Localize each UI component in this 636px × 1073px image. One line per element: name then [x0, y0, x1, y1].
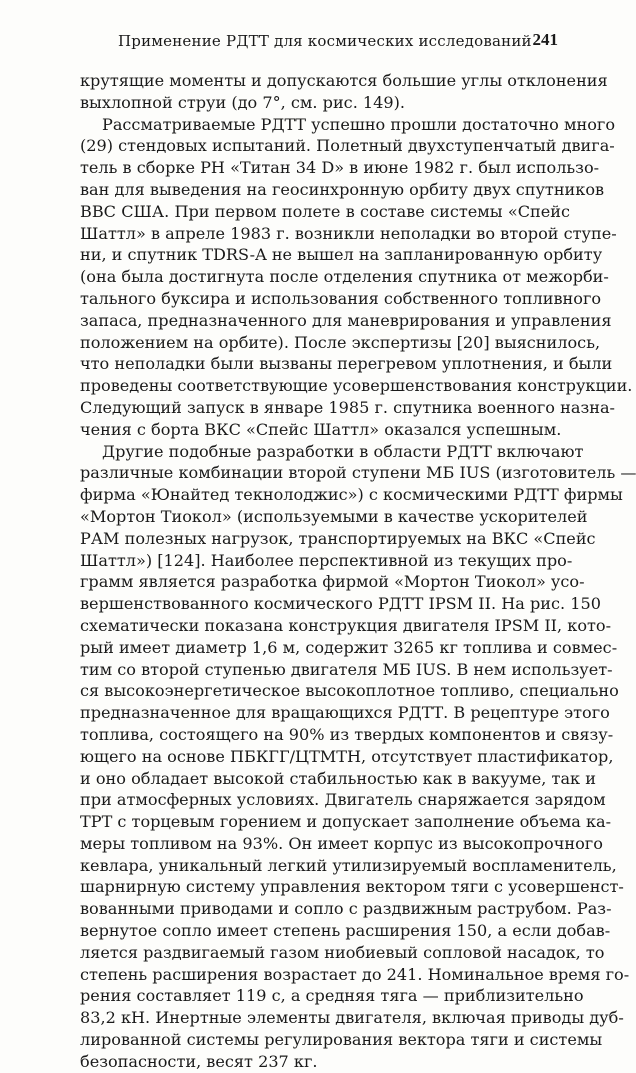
- text-line: что неполадки были вызваны перегревом уплотнения, и были: [80, 354, 613, 374]
- text-line: РАМ полезных нагрузок, транспортируемых на ВКС «Спейс: [80, 528, 596, 548]
- body-text: [80, 70, 636, 1073]
- text-line: фирма «Юнайтед текнолоджис») с космическими РДТТ фирмы: [80, 485, 623, 505]
- text-line: рения составляет 119 с, а средняя тяга — приблизительно: [80, 986, 584, 1006]
- text-line: чения с борта ВКС «Спейс Шаттл» оказался успешным.: [80, 419, 562, 439]
- text-line: ван для выведения на геосинхронную орбиту двух спутников: [80, 179, 605, 199]
- text-line: Следующий запуск в январе 1985 г. спутника военного назна-: [80, 397, 615, 417]
- text-line: шарнирную систему управления вектором тяги с усовершенст-: [80, 877, 624, 897]
- text-line: ся высокоэнергетическое высокоплотное топливо, специально: [80, 681, 619, 701]
- text-line: вованными приводами и сопло с раздвижным раструбом. Раз-: [80, 899, 612, 919]
- text-line: Другие подобные разработки в области РДТТ включают: [102, 441, 584, 461]
- text-line: ляется раздвигаемый газом ниобиевый сопловой насадок, то: [80, 942, 605, 962]
- text-line: выхлопной струи (до 7°, см. рис. 149).: [80, 92, 406, 112]
- text-line: тель в сборке РН «Титан 34 D» в июне 1982 г. был использо-: [80, 158, 600, 178]
- text-line: и оно обладает высокой стабильностью как в вакууме, так и: [80, 768, 596, 788]
- text-line: вернутое сопло имеет степень расширения 150, а если добав-: [80, 921, 611, 941]
- text-line: при атмосферных условиях. Двигатель снаряжается зарядом: [80, 790, 606, 810]
- text-line: запаса, предназначенного для маневрирования и управления: [80, 310, 612, 330]
- text-line: положением на орбите). После экспертизы [20] выяснилось,: [80, 332, 601, 352]
- text-line: (она была достигнута после отделения спутника от межорби-: [80, 267, 609, 287]
- text-line: 83,2 кН. Инертные элементы двигателя, включая приводы дуб-: [80, 1008, 624, 1028]
- text-line: тим со второй ступенью двигателя МБ IUS. В нем использует-: [80, 659, 613, 679]
- text-line: тального буксира и использования собственного топливного: [80, 288, 602, 308]
- text-line: ющего на основе ПБКГГ/ЦТМТН, отсутствует пластификатор,: [80, 746, 614, 766]
- text-line: кевлара, уникальный легкий утилизируемый воспламенитель,: [80, 855, 617, 875]
- text-line: ВВС США. При первом полете в составе системы «Спейс: [80, 201, 570, 221]
- text-line: топлива, состоящего на 90% из твердых компонентов и связу-: [80, 724, 614, 744]
- text-line: степень расширения возрастает до 241. Номинальное время го-: [80, 964, 630, 984]
- text-line: схематически показана конструкция двигателя IPSM II, кото-: [80, 615, 612, 635]
- page-header: [0, 32, 600, 56]
- text-line: крутящие моменты и допускаются большие углы отклонения: [80, 71, 608, 90]
- text-line: вершенствованного космического РДТТ IPSM II. На рис. 150: [80, 594, 601, 614]
- text-line: предназначенное для вращающихся РДТТ. В рецептуре этого: [80, 703, 610, 723]
- text-line: различные комбинации второй ступени МБ IUS (изготовитель —: [80, 463, 636, 483]
- text-line: Шаттл» в апреле 1983 г. возникли неполадки во второй ступе-: [80, 223, 617, 243]
- text-line: «Мортон Тиокол» (используемыми в качестве ускорителей: [80, 506, 588, 526]
- text-line: Шаттл») [124]. Наиболее перспективной из текущих про-: [80, 550, 573, 570]
- text-line: лированной системы регулирования вектора тяги и системы: [80, 1030, 603, 1050]
- running-title: Применение РДТТ для космических исследований: [118, 32, 532, 50]
- text-line: (29) стендовых испытаний. Полетный двухступенчатый двига-: [80, 136, 615, 156]
- text-line: ТРТ с торцевым горением и допускает заполнение объема ка-: [80, 812, 612, 832]
- text-line: проведены соответствующие усовершенствования конструкции.: [80, 376, 633, 396]
- text-line: ни, и спутник TDRS-A не вышел на запланированную орбиту: [80, 245, 603, 265]
- text-line: рый имеет диаметр 1,6 м, содержит 3265 кг топлива и совмес-: [80, 637, 618, 657]
- text-line: Рассматриваемые РДТТ успешно прошли достаточно много: [102, 114, 616, 134]
- text-line: меры топливом на 93%. Он имеет корпус из высокопрочного: [80, 833, 603, 853]
- text-line: грамм является разработка фирмой «Мортон Тиокол» усо-: [80, 572, 585, 592]
- text-line: безопасности, весят 237 кг.: [80, 1051, 318, 1071]
- page-number: 241: [532, 30, 558, 49]
